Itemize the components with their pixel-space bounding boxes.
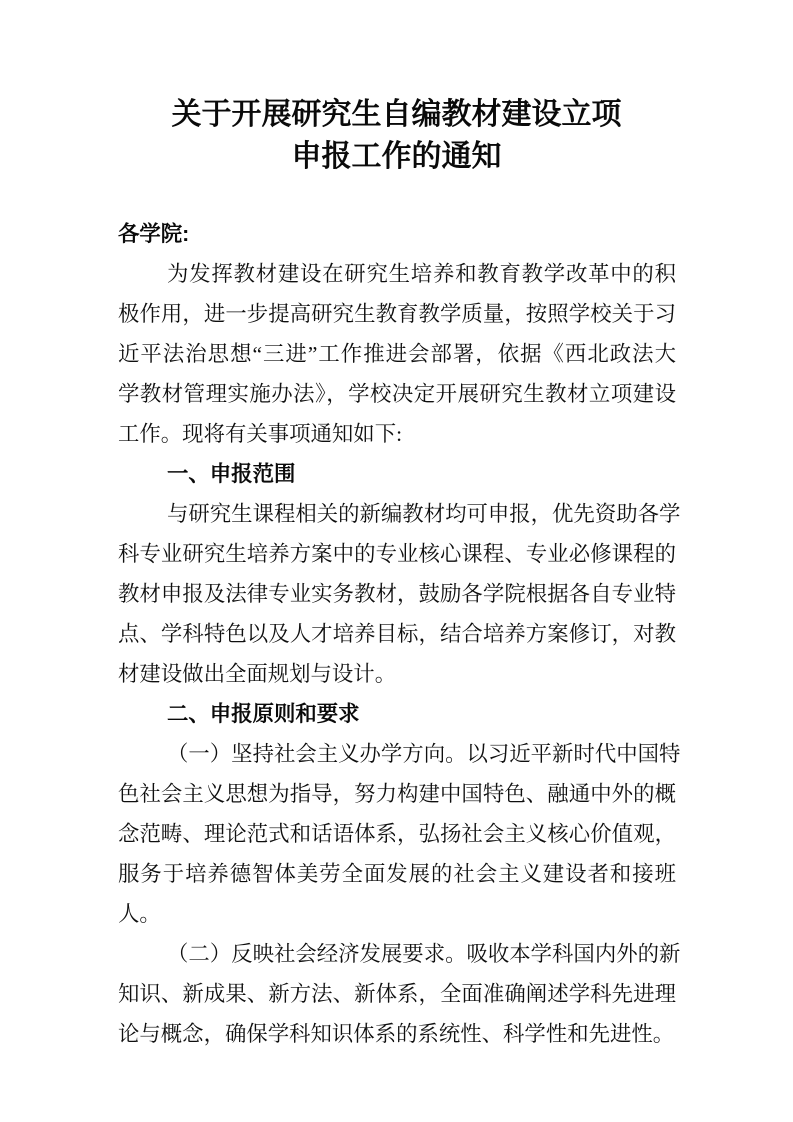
section-heading: 一、申报范围 [167,462,296,486]
text-line: 材建设做出全面规划与设计。 [118,662,397,686]
paragraph [118,494,681,694]
text-line: 学教材管理实施办法》，学校决定开展研究生教材立项建设 [118,382,676,406]
title-line-1: 关于开展研究生自编教材建设立项 [171,98,622,131]
text-line: 教材申报及法律专业实务教材，鼓励各学院根据各自专业特 [118,582,676,606]
document-body [118,214,681,1054]
title-line-2: 申报工作的通知 [291,140,502,173]
salutation: 各学院: [118,222,190,246]
text-line: 念范畴、理论范式和话语体系，弘扬社会主义核心价值观， [118,822,676,846]
text-line: （二）反映社会经济发展要求。吸收本学科国内外的新 [167,942,681,966]
paragraph [118,734,681,934]
text-line: （一）坚持社会主义办学方向。以习近平新时代中国特 [167,742,681,766]
text-line: 色社会主义思想为指导，努力构建中国特色、融通中外的概 [118,782,676,806]
paragraph [118,254,676,454]
text-line: 极作用，进一步提高研究生教育教学质量，按照学校关于习 [118,302,676,326]
text-line: 科专业研究生培养方案中的专业核心课程、专业必修课程的 [118,542,676,566]
text-line: 论与概念，确保学科知识体系的系统性、科学性和先进性。 [118,1022,675,1046]
text-line: 点、学科特色以及人才培养目标，结合培养方案修订，对教 [118,622,676,646]
text-line: 知识、新成果、新方法、新体系，全面准确阐述学科先进理 [118,982,676,1006]
paragraph [118,934,681,1054]
text-line: 为发挥教材建设在研究生培养和教育教学改革中的积 [167,262,676,286]
text-line: 与研究生课程相关的新编教材均可申报，优先资助各学 [167,502,681,526]
text-line: 近平法治思想“三进”工作推进会部署，依据《西北政法大 [118,342,676,366]
text-line: 工作。现将有关事项通知如下: [118,422,403,446]
document-title [0,0,793,178]
text-line: 服务于培养德智体美劳全面发展的社会主义建设者和接班 [118,862,676,886]
section-heading: 二、申报原则和要求 [167,702,360,726]
text-line: 人。 [118,902,161,926]
